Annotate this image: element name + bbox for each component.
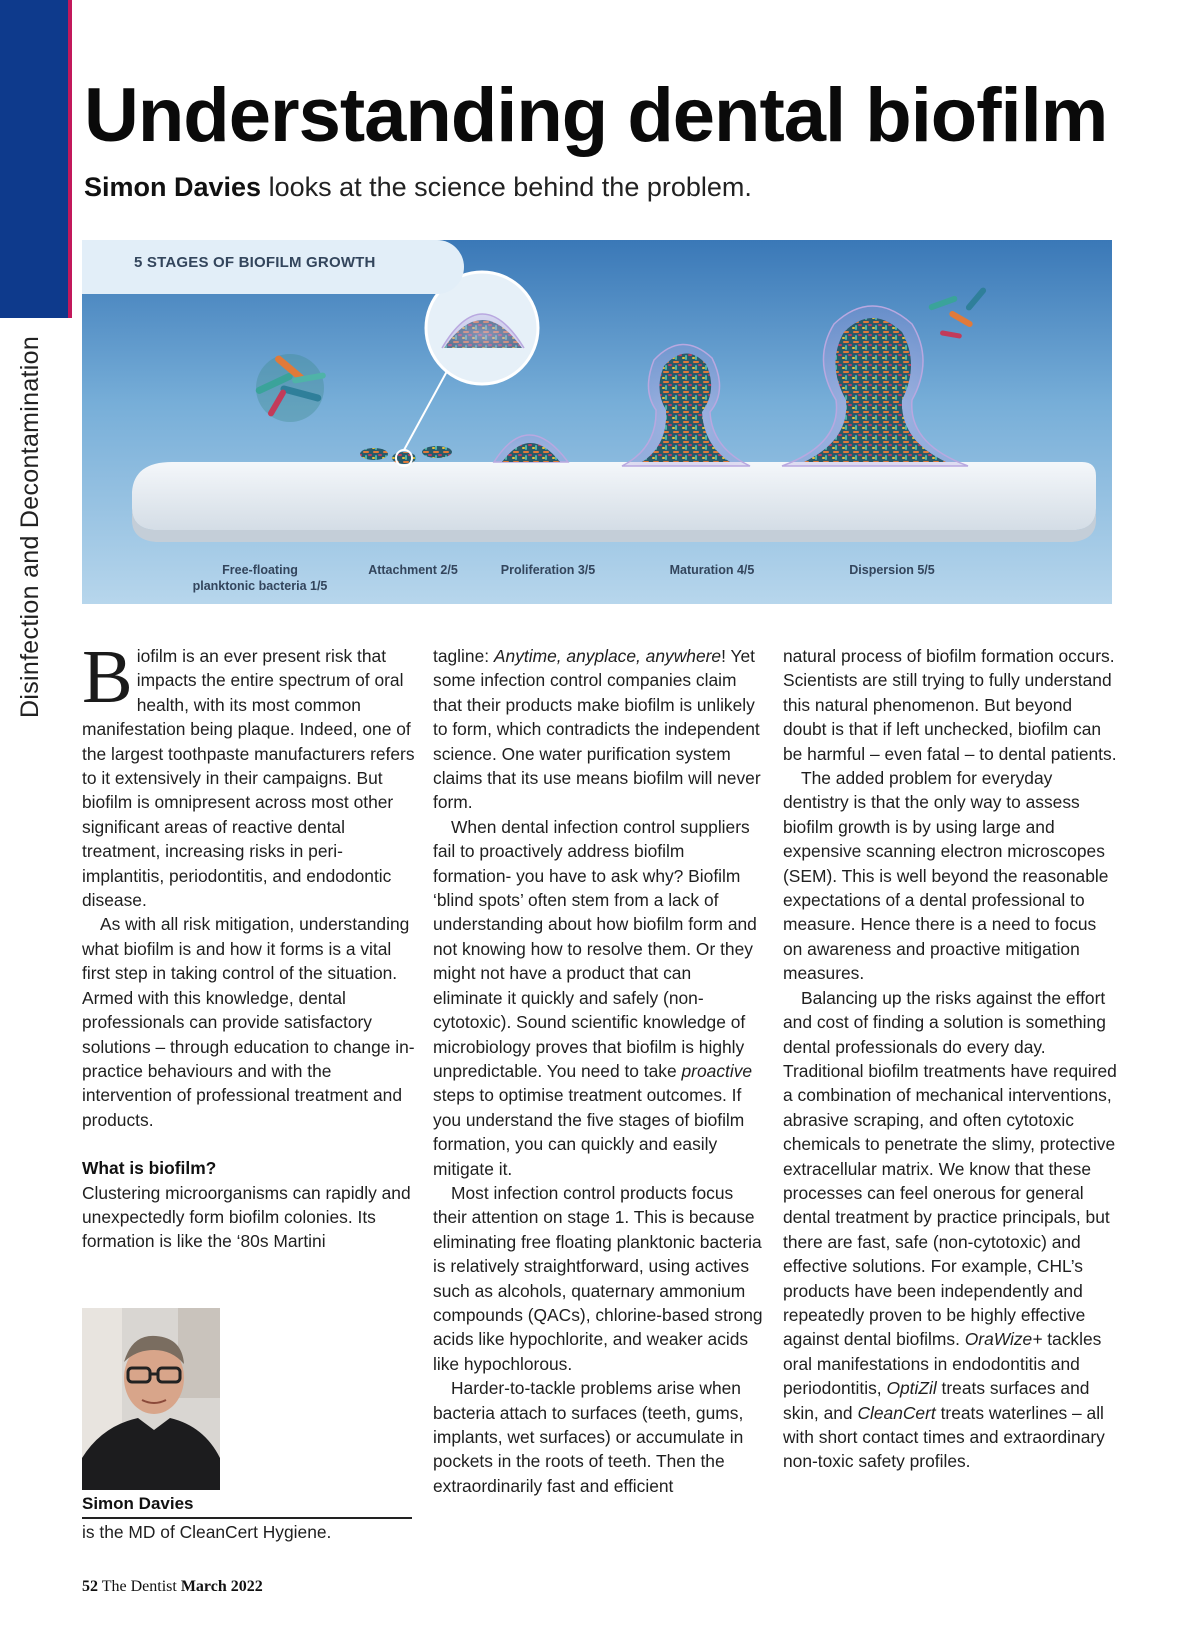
biofilm-stages-figure — [82, 240, 1112, 604]
paragraph: Harder-to-tackle problems arise when bacteria attach to surfaces (teeth, gums, implants, wet surfaces) or accumulate in pockets in the roots of teeth. Then the extraordinarily fast and efficient — [433, 1378, 744, 1496]
issue-date: March 2022 — [180, 1578, 263, 1595]
stage-label-1: Free-floating planktonic bacteria 1/5 — [192, 563, 328, 594]
article-column-2 — [433, 644, 763, 1498]
author-caption-description: is the MD of CleanCert Hygiene. — [82, 1522, 332, 1542]
proliferation-mound — [494, 435, 568, 462]
article-column-1 — [82, 635, 418, 1254]
author-caption-name: Simon Davies — [82, 1494, 412, 1519]
surface-slab — [132, 462, 1096, 530]
stage-label-5: Dispersion 5/5 — [849, 563, 935, 577]
stage-label-4: Maturation 4/5 — [669, 563, 755, 577]
standfirst-text: looks at the science behind the problem. — [261, 172, 752, 202]
page-footer — [82, 1578, 263, 1596]
paragraph: Biofilm is an ever present risk that impacts the entire spectrum of oral health, with its most common manifestation being plaque. Indeed, one of the largest toothpaste manufacturers refers to it extensively in their campaigns. But biofilm is omnipresent across most other significant areas of reactive dental treatment, increasing risks in peri-implantitis, periodontitis, and endodontic disease. — [82, 635, 415, 911]
paragraph: Balancing up the risks against the effort and cost of finding a solution is something dental professionals do every day. Traditional biofilm treatments have required a combination of mechanical interventions, abrasive scraping, and often cytotoxic chemicals to penetrate the slimy, protective extracellular matrix. We know that these processes can feel onerous for general dental treatment by practice principals, but there are fast, safe (non-cytotoxic) and effective solutions. For example, CHL’s products have been independently and repeatedly proven to be highly effective against dental biofilms. OraWize+ tackles oral manifestations in endodontitis and periodontitis, OptiZil treats surfaces and skin, and CleanCert treats waterlines – all with short contact times and extraordinary non-toxic safety profiles. — [783, 987, 1117, 1472]
attachment-colonies — [360, 272, 538, 466]
drop-cap: B — [82, 635, 133, 719]
paragraph: When dental infection control suppliers fail to proactively address biofilm formation- you have to ask why? Biofilm ‘blind spots’ often stem from a lack of understanding about how biofilm form and not knowing how to resolve them. Or they might not have a product that can eliminate it quickly and safely (non-cytotoxic). Sound scientific knowledge of microbiology proves that biofilm is highly unpredictable. You need to take proactive steps to optimise treatment outcomes. If you understand the five stages of biofilm formation, you can quickly and easily mitigate it. — [433, 816, 757, 1179]
section-tab — [0, 0, 72, 318]
article-column-3 — [783, 644, 1119, 1474]
biofilm-illustration — [82, 240, 1112, 604]
paragraph: Clustering microorganisms can rapidly and unexpectedly form biofilm colonies. Its formation is like the ‘80s Martini — [82, 1182, 411, 1252]
author-photo — [82, 1308, 220, 1490]
paragraph: natural process of biofilm formation occurs. Scientists are still trying to fully understand this natural phenomenon. But beyond doubt is that if left unchecked, biofilm can be harmful – even fatal – to dental patients. — [783, 646, 1117, 764]
paragraph: tagline: Anytime, anyplace, anywhere! Yet some infection control companies claim that their products make biofilm is unlikely to form, which contradicts the independent science. One water purification system claims that its use means biofilm will never form. — [433, 646, 761, 813]
publication-name: The Dentist — [101, 1578, 177, 1595]
standfirst — [84, 172, 752, 203]
maturation-mushroom — [622, 344, 750, 466]
planktonic-bacteria-cluster — [255, 354, 327, 422]
dispersion-mushroom — [782, 286, 987, 466]
subheading: What is biofilm? — [82, 1158, 217, 1179]
page-number: 52 — [82, 1578, 98, 1595]
figure-title: 5 STAGES OF BIOFILM GROWTH — [134, 254, 376, 271]
article-title: Understanding dental biofilm — [84, 73, 1108, 158]
stage-label-2: Attachment 2/5 — [368, 563, 458, 577]
paragraph: As with all risk mitigation, understanding what biofilm is and how it forms is a vital first step in taking control of the situation. Armed with this knowledge, dental professionals can provide satisfactory solutions – through education to change in-practice behaviours and with the intervention of professional treatment and products. — [82, 914, 415, 1130]
standfirst-author: Simon Davies — [84, 172, 262, 202]
paragraph: The added problem for everyday dentistry is that the only way to assess biofilm growth is by using large and expensive scanning electron microscopes (SEM). This is well beyond the reasonable expectations of a dental professional to measure. Hence there is a need to focus on awareness and proactive mitigation measures. — [783, 768, 1109, 984]
stage-label-3: Proliferation 3/5 — [500, 563, 596, 577]
section-label: Disinfection and Decontamination — [16, 335, 44, 718]
paragraph: Most infection control products focus their attention on stage 1. This is because eliminating free floating planktonic bacteria is relatively straightforward, using actives such as alcohols, quaternary ammonium compounds (QACs), chlorine-based strong acids like hypochlorite, and weaker acids like hypochlorous. — [433, 1182, 763, 1374]
